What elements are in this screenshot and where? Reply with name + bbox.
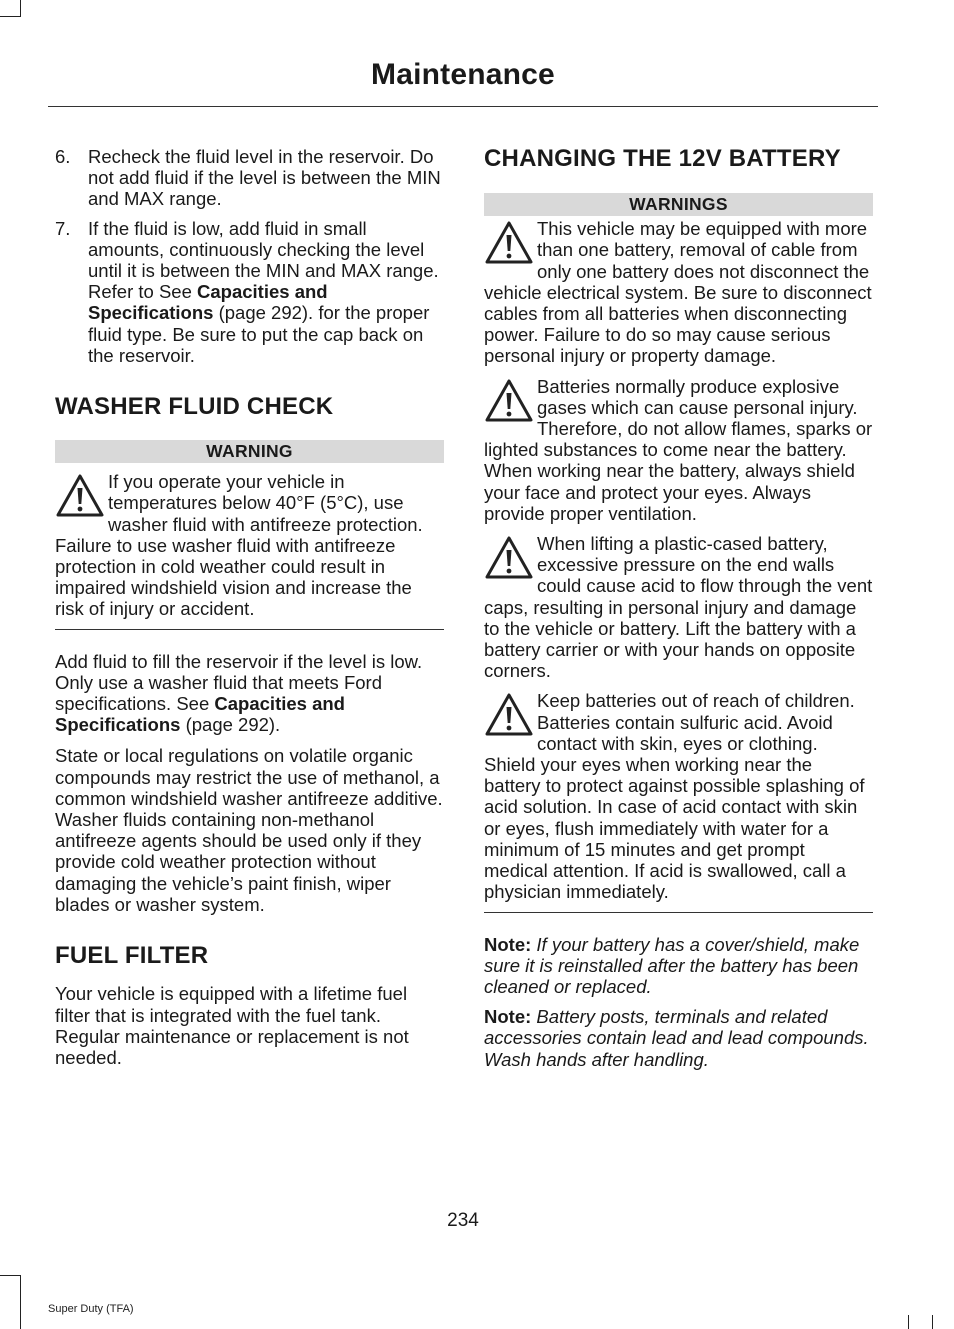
crop-mark [0,1275,20,1276]
section-heading-washer: WASHER FLUID CHECK [55,393,334,421]
right-column [484,146,873,1070]
step-text: If the fluid is low, add fluid in small amounts, continuously checking the level until it is between the MIN and MAX range. Refer to See [88,217,439,303]
list-item [55,146,444,210]
warning-divider [55,629,444,630]
warning-text: Batteries normally produce explosive gases which can cause personal injury. Therefore, do not allow flames, sparks or lighted substances to come near the battery. When working near the battery, always shield your face and protect your eyes. Always provide proper ventilation. [484,375,873,524]
footer-label: Super Duty (TFA) [48,1303,134,1315]
left-column [55,146,444,1068]
body-paragraph: State or local regulations on volatile organic compounds may restrict the use of methanol, a common windshield washer antifreeze additive. Washer fluids containing non-methanol antifreeze agents should be used only if they provide cold weather protection without damaging the vehicle’s paint finish, wiper blades or washer system. [55,745,443,915]
warning-triangle-icon [55,473,105,519]
crop-mark [0,16,20,17]
body-paragraph [55,651,444,736]
crop-mark [20,0,21,17]
crop-mark [20,1275,21,1329]
note-label: Note: [484,1006,532,1028]
step-text: (page 292). for the proper fluid type. Be sure to put the cap back on the reservoir. [88,302,430,366]
step-text: Recheck the fluid level in the reservoir. Do not add fluid if the level is between the MIN and MAX range. [88,146,441,210]
warning-text: When lifting a plastic-cased battery, excessive pressure on the end walls could cause acid to flow through the vent caps, resulting in personal injury and damage to the vehicle or battery. Lift the battery with a battery carrier or with your hands on opposite corners. [484,533,873,682]
note-paragraph [484,934,873,998]
warning-text: If you operate your vehicle in temperatures below 40°F (5°C), use washer fluid with antifreeze protection. Failure to use washer fluid with antifreeze protection in cold weather could result in impaired windshield vision and increase the risk of injury or accident. [55,471,423,620]
warning-triangle-icon [484,535,534,581]
warning-item [484,218,873,366]
note-label: Note: [484,933,532,955]
section-heading-fuel-filter: FUEL FILTER [55,942,209,970]
cross-reference-link[interactable]: Capacities and Specifications [55,693,345,736]
section-heading-battery: CHANGING THE 12V BATTERY [484,145,841,172]
step-list [55,146,444,366]
warning-item [484,533,873,681]
paragraph-text: Add fluid to fill the reservoir if the level is low. Only use a washer fluid that meets Ford specifications. See [55,650,423,715]
warning-item [484,376,873,524]
step-number: 7. [55,217,71,239]
warning-triangle-icon [484,692,534,738]
list-item [55,218,444,366]
warning-divider [484,912,873,913]
warning-label: WARNING [55,440,444,463]
warnings-label: WARNINGS [484,193,873,216]
warning-triangle-icon [484,220,534,266]
note-text: Battery posts, terminals and related accessories contain lead and lead compounds. Wash hands after handling. [484,1006,869,1070]
paragraph-text: (page 292). [180,714,281,736]
crop-mark [908,1315,909,1329]
warning-item [55,471,444,619]
header-divider [48,106,878,107]
warning-item [484,690,873,902]
warning-text: Keep batteries out of reach of children. Batteries contain sulfuric acid. Avoid contact with skin, eyes or clothing. Shield your eyes when working near the battery to protect against possible splashing of acid solution. In case of acid contact with skin or eyes, flush immediately with water for a minimum of 15 minutes and get prompt medical attention. If acid is swallowed, call a physician immediately. [484,690,865,903]
page-title: Maintenance [371,58,555,91]
cross-reference-link[interactable]: Capacities and Specifications [88,281,328,324]
note-paragraph [484,1006,873,1070]
step-number: 6. [55,146,71,167]
warning-triangle-icon [484,378,534,424]
note-text: If your battery has a cover/shield, make sure it is reinstalled after the battery has been cleaned or replaced. [484,933,860,997]
crop-mark [932,1315,933,1329]
warning-text: This vehicle may be equipped with more than one battery, removal of cable from only one battery does not disconnect the vehicle electrical system. Be sure to disconnect cables from all batteries when disconnecting power. Failure to do so may cause serious personal injury or property damage. [484,218,872,367]
page-number: 234 [447,1210,479,1231]
body-paragraph: Your vehicle is equipped with a lifetime fuel filter that is integrated with the fuel tank. Regular maintenance or replacement is not needed. [55,983,409,1068]
